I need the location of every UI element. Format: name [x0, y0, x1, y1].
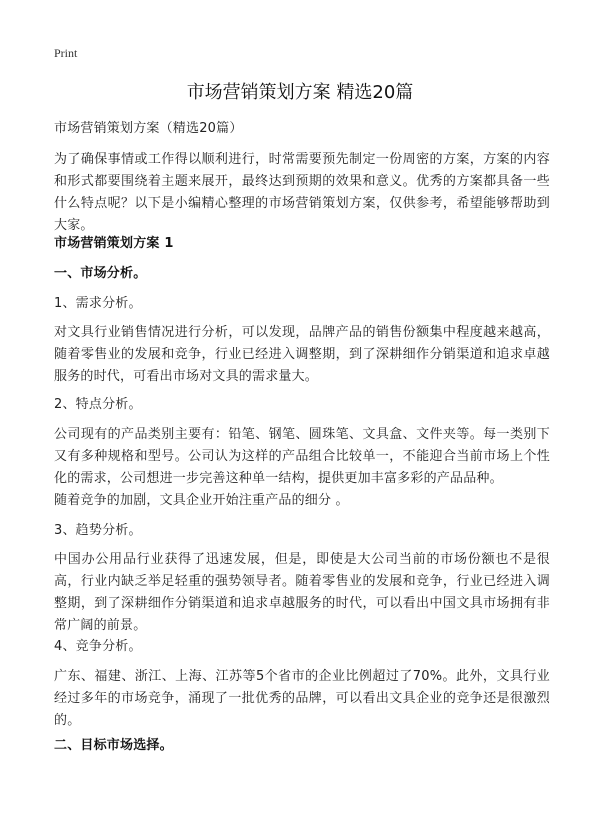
section-1-title: 市场营销策划方案 1	[54, 236, 174, 251]
demand-analysis-heading: 1、需求分析。	[54, 296, 142, 311]
document-subtitle: 市场营销策划方案（精选20篇）	[54, 121, 243, 136]
feature-analysis-note: 随着竞争的加剧，文具企业开始注重产品的细分 。	[54, 493, 349, 508]
demand-analysis-text: 对文具行业销售情况进行分析，可以发现，品牌产品的销售份额集中程度越来越高，随着零售业的发展和竞争，行业已经进入调整期，到了深耕细作分销渠道和追求卓越服务的时代，可看出市场对文具的需求量大。	[54, 325, 550, 384]
document-title: 市场营销策划方案 精选20篇	[186, 82, 414, 103]
intro-paragraph: 为了确保事情或工作得以顺利进行，时常需要预先制定一份周密的方案，方案的内容和形式都要围绕着主题来展开，最终达到预期的效果和意义。优秀的方案都具备一些什么特点呢？以下是小编精心整理的市场营销策划方案，仅供参考，希望能够帮助到大家。	[54, 152, 550, 233]
competition-analysis-text: 广东、福建、浙江、上海、江苏等5个省市的企业比例超过了70%。此外，文具行业经过多年的市场竞争，涌现了一批优秀的品牌，可以看出文具企业的竞争还是很激烈的。	[54, 669, 550, 728]
print-label[interactable]: Print	[54, 46, 78, 60]
feature-analysis-heading: 2、特点分析。	[54, 397, 142, 412]
competition-analysis-heading: 4、竞争分析。	[54, 639, 142, 654]
feature-analysis-text: 公司现有的产品类别主要有：铅笔、钢笔、圆珠笔、文具盒、文件夹等。每一类别下又有多种规格和型号。公司认为这样的产品组合比较单一，不能迎合当前市场上个性化的需求，公司想进一步完善这种单一结构，提供更加丰富多彩的产品品种。	[54, 427, 550, 486]
market-analysis-heading: 一、市场分析。	[54, 266, 147, 281]
target-market-heading: 二、目标市场选择。	[54, 738, 173, 753]
trend-analysis-text: 中国办公用品行业获得了迅速发展，但是，即使是大公司当前的市场份额也不是很高，行业内缺乏举足轻重的强势领导者。随着零售业的发展和竞争，行业已经进入调整期，到了深耕细作分销渠道和追求卓越服务的时代，可以看出中国文具市场拥有非常广阔的前景。	[54, 552, 550, 633]
trend-analysis-heading: 3、趋势分析。	[54, 523, 142, 538]
